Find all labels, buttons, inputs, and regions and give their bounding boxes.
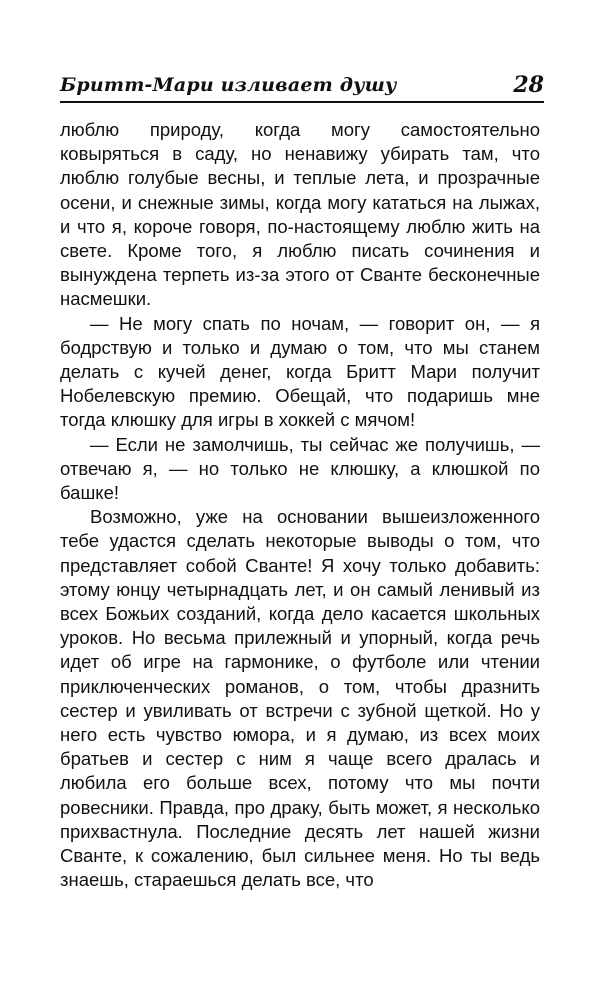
page-header — [60, 72, 544, 100]
paragraph-1: люблю природу, когда могу самостоятельно ковыряться в саду, но ненавижу убирать там, что люблю голубые весны, и теплые лета, и прозрачные осени, и снежные зимы, когда могу кататься на лыжах, и что я, короче говоря, по-настоящему люблю жить на свете. Кроме того, я люблю писать сочинения и вынуждена терпеть из-за этого от Сванте бесконечные насмешки. — [60, 119, 540, 310]
running-title: Бритт-Мари изливает душу — [60, 74, 397, 96]
paragraph-2: — Не могу спать по ночам, — говорит он, — я бодрствую и только и думаю о том, что мы станем делать с кучей денег, когда Бритт Мари получит Нобелевскую премию. Обещай, что подаришь мне тогда клюшку для игры в хоккей с мячом! — [60, 312, 540, 431]
page-number: 28 — [513, 72, 544, 98]
paragraph-3: — Если не замолчишь, ты сейчас же получишь, — отвечаю я, — но только не клюшку, а клюшкой по башке! — [60, 433, 540, 504]
page-body — [60, 118, 540, 893]
header-divider — [60, 101, 544, 103]
paragraph-4: Возможно, уже на основании вышеизложенного тебе удастся сделать некоторые выводы о том, что представляет собой Сванте! Я хочу только добавить: этому юнцу четырнадцать лет, и он самый ленивый из всех Божьих созданий, когда дело касается школьных уроков. Но весьма прилежный и упорный, когда речь идет об игре на гармонике, о футболе или чтении приключенческих романов, о том, чтобы дразнить сестер и увиливать от встречи с зубной щеткой. Но у него есть чувство юмора, и я думаю, из всех моих братьев и сестер с ним я чаще всего дралась и любила его больше всех, потому что мы почти ровесники. Правда, про драку, быть может, я несколько прихвастнула. Последние десять лет нашей жизни Сванте, к сожалению, был сильнее меня. Но ты ведь знаешь, стараешься делать все, что — [60, 506, 540, 891]
